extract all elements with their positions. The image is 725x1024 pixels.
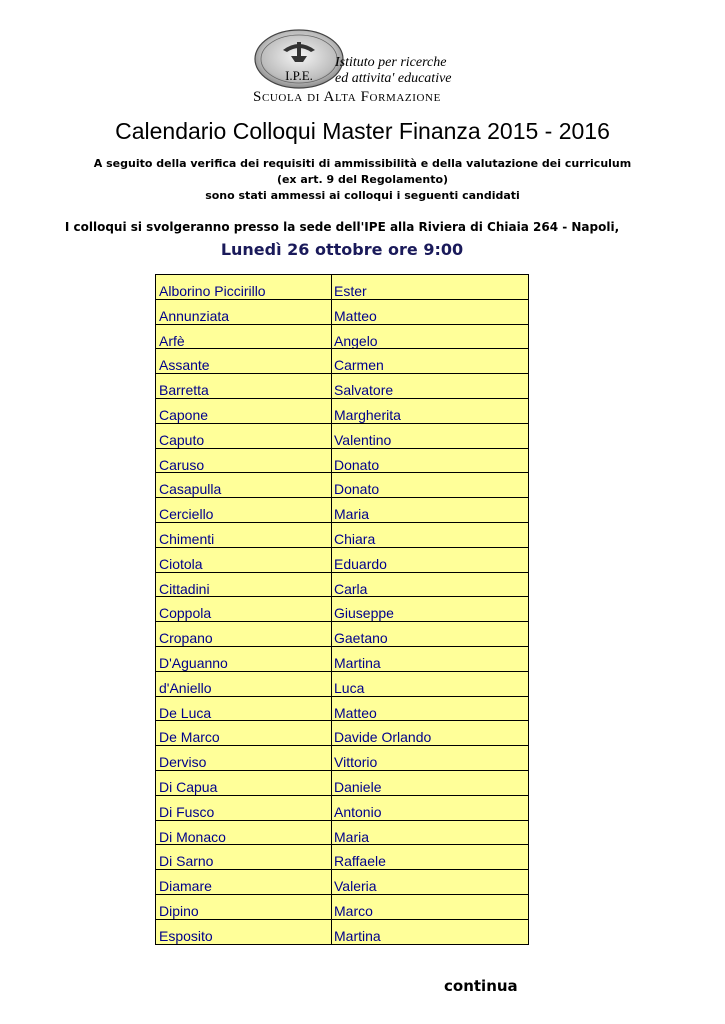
firstname-cell: Margherita — [334, 406, 401, 423]
surname-cell: Caputo — [156, 424, 332, 448]
table-row — [156, 498, 528, 523]
intro-text — [0, 156, 725, 204]
surname-cell: Derviso — [156, 746, 332, 770]
firstname-cell: Valeria — [334, 878, 377, 894]
surname-cell: Di Monaco — [156, 821, 332, 845]
logo-initials: I.P.E. — [285, 68, 313, 83]
ipe-emblem-icon — [253, 28, 345, 90]
table-row — [156, 796, 528, 821]
firstname-cell: Eduardo — [334, 555, 387, 572]
table-row — [156, 672, 528, 697]
page-title: Calendario Colloqui Master Finanza 2015 - 2016 — [115, 118, 610, 144]
tagline-line-2: ed attivita' educative — [335, 71, 452, 86]
firstname-cell: Luca — [334, 679, 365, 696]
firstname-cell: Marco — [334, 902, 373, 919]
surname-cell: Barretta — [156, 374, 332, 398]
table-row — [156, 845, 528, 870]
firstname-cell: Giuseppe — [334, 605, 394, 622]
firstname-cell: Carmen — [334, 357, 384, 374]
surname-cell: d'Aniello — [156, 672, 332, 696]
surname-cell: De Marco — [156, 721, 332, 745]
table-row — [156, 573, 528, 598]
session-date: Lunedì 26 ottobre ore 9:00 — [220, 240, 464, 259]
firstname-cell: Vittorio — [334, 754, 378, 770]
surname-cell: Cropano — [156, 622, 332, 646]
surname-cell: Alborino Piccirillo — [156, 275, 332, 299]
surname-cell: Capone — [156, 399, 332, 423]
firstname-cell: Davide Orlando — [334, 729, 432, 746]
candidates-table — [155, 274, 529, 945]
table-row — [156, 300, 528, 325]
surname-cell: D'Aguanno — [156, 647, 332, 671]
table-row — [156, 771, 528, 796]
firstname-cell: Maria — [334, 506, 370, 522]
firstname-cell: Chiara — [334, 530, 376, 547]
intro-line-3: sono stati ammessi ai colloqui i seguenti candidati — [205, 189, 520, 202]
table-row — [156, 399, 528, 424]
surname-cell: Arfè — [156, 325, 332, 349]
firstname-cell: Matteo — [334, 704, 377, 721]
table-row — [156, 697, 528, 722]
table-row — [156, 647, 528, 672]
firstname-cell: Carla — [334, 580, 368, 597]
table-row — [156, 622, 528, 647]
surname-cell: Cittadini — [156, 573, 332, 597]
firstname-cell: Antonio — [334, 803, 382, 820]
firstname-cell: Matteo — [334, 307, 377, 324]
table-row — [156, 349, 528, 374]
surname-cell: Annunziata — [156, 300, 332, 324]
table-row — [156, 424, 528, 449]
firstname-cell: Maria — [334, 828, 370, 845]
surname-cell: De Luca — [156, 697, 332, 721]
surname-cell: Casapulla — [156, 473, 332, 497]
intro-line-1: A seguito della verifica dei requisiti di ammissibilità e della valutazione dei curriculum — [93, 157, 632, 170]
continua-label: continua — [444, 977, 518, 995]
surname-cell: Esposito — [156, 920, 332, 944]
logo-tagline — [335, 55, 452, 87]
table-row — [156, 374, 528, 399]
firstname-cell: Daniele — [334, 778, 382, 795]
location-text: I colloqui si svolgeranno presso la sede dell'IPE alla Riviera di Chiaia 264 - Napoli, — [64, 220, 620, 234]
table-row — [156, 746, 528, 771]
table-row — [156, 325, 528, 350]
table-row — [156, 597, 528, 622]
table-row — [156, 523, 528, 548]
table-row — [156, 895, 528, 920]
table-row — [156, 473, 528, 498]
ipe-logo — [250, 28, 480, 110]
intro-line-2: (ex art. 9 del Regolamento) — [276, 173, 449, 186]
table-row — [156, 275, 528, 300]
table-row — [156, 821, 528, 846]
firstname-cell: Martina — [334, 927, 381, 944]
surname-cell: Coppola — [156, 597, 332, 621]
table-row — [156, 449, 528, 474]
surname-cell: Caruso — [156, 449, 332, 473]
firstname-cell: Gaetano — [334, 630, 388, 646]
surname-cell: Di Fusco — [156, 796, 332, 820]
table-row — [156, 548, 528, 573]
firstname-cell: Donato — [334, 456, 380, 473]
firstname-cell: Salvatore — [334, 382, 394, 398]
surname-cell: Diamare — [156, 870, 332, 894]
firstname-cell: Donato — [334, 481, 380, 498]
surname-cell: Chimenti — [156, 523, 332, 547]
school-name: Scuola di Alta Formazione — [253, 89, 441, 105]
table-row — [156, 870, 528, 895]
table-row — [156, 920, 528, 945]
table-row — [156, 721, 528, 746]
surname-cell: Assante — [156, 349, 332, 373]
firstname-cell: Angelo — [334, 332, 378, 349]
firstname-cell: Martina — [334, 654, 381, 671]
firstname-cell: Valentino — [334, 431, 392, 448]
firstname-cell: Raffaele — [334, 853, 386, 870]
surname-cell: Dipino — [156, 895, 332, 919]
surname-cell: Di Capua — [156, 771, 332, 795]
surname-cell: Di Sarno — [156, 845, 332, 869]
surname-cell: Ciotola — [156, 548, 332, 572]
tagline-line-1: Istituto per ricerche — [335, 55, 447, 70]
surname-cell: Cerciello — [156, 498, 332, 522]
firstname-cell: Ester — [334, 283, 367, 299]
